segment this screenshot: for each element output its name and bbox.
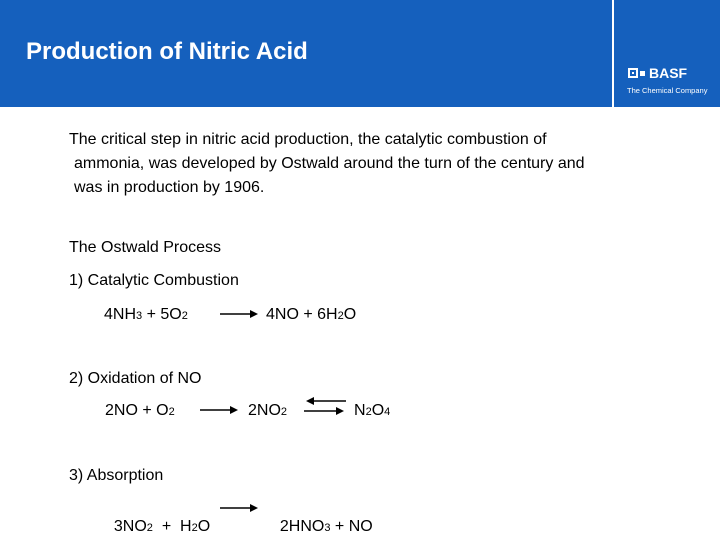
title-bar — [0, 0, 612, 107]
intro-line: The critical step in nitric acid production, the catalytic combustion of — [69, 131, 547, 148]
basf-logo — [628, 65, 710, 81]
formula-subscript: 2 — [168, 406, 175, 418]
logo-dot-icon — [640, 71, 645, 76]
step-2-products — [354, 402, 390, 420]
formula-part: O — [343, 306, 357, 323]
formula-part: N — [354, 402, 366, 419]
formula-part: + H — [152, 518, 192, 535]
forward-arrow-icon — [200, 405, 238, 415]
formula-subscript: 2 — [280, 406, 288, 418]
formula-subscript: 2 — [365, 406, 372, 418]
formula-part: 2NO — [248, 402, 281, 419]
formula-part: O — [197, 518, 211, 535]
intro-line: was in production by 1906. — [74, 179, 265, 196]
formula-subscript: 3 — [136, 310, 143, 322]
forward-arrow-icon — [220, 309, 258, 319]
formula-part: 2NO + O — [105, 402, 169, 419]
step-1-reactants — [104, 306, 188, 324]
formula-subscript: 2 — [337, 310, 344, 322]
step-1-label: 1) Catalytic Combustion — [69, 272, 239, 289]
formula-subscript: 3 — [324, 522, 331, 534]
page-title: Production of Nitric Acid — [26, 38, 308, 65]
formula-subscript: 2 — [181, 310, 188, 322]
formula-part: 3NO — [113, 518, 147, 535]
step-3-products — [271, 500, 373, 536]
logo-tagline: The Chemical Company — [627, 86, 708, 95]
formula-part: O — [371, 402, 385, 419]
formula-part: 2HNO — [279, 518, 325, 535]
formula-part: + 5O — [142, 306, 182, 323]
forward-arrow-icon — [220, 503, 258, 513]
logo-square-icon — [628, 68, 638, 78]
step-3-reactants — [105, 500, 210, 536]
logo-panel — [612, 0, 720, 107]
step-3-label: 3) Absorption — [69, 467, 164, 484]
process-heading: The Ostwald Process — [69, 239, 222, 256]
step-2-label: 2) Oxidation of NO — [69, 370, 202, 387]
formula-subscript: 2 — [146, 522, 153, 534]
equilibrium-arrow-icon — [304, 396, 346, 416]
logo-text: BASF — [649, 65, 688, 81]
step-2-intermediate — [248, 402, 287, 420]
step-2-reactants — [105, 402, 175, 420]
formula-part: 4NO + 6H — [266, 306, 338, 323]
intro-paragraph — [69, 128, 659, 200]
formula-part: + NO — [330, 518, 373, 535]
formula-subscript: 2 — [191, 522, 198, 534]
intro-line: ammonia, was developed by Ostwald around the turn of the century and — [74, 155, 585, 172]
formula-part: 4NH — [104, 306, 137, 323]
step-1-products — [266, 306, 356, 324]
formula-subscript: 4 — [384, 406, 391, 418]
